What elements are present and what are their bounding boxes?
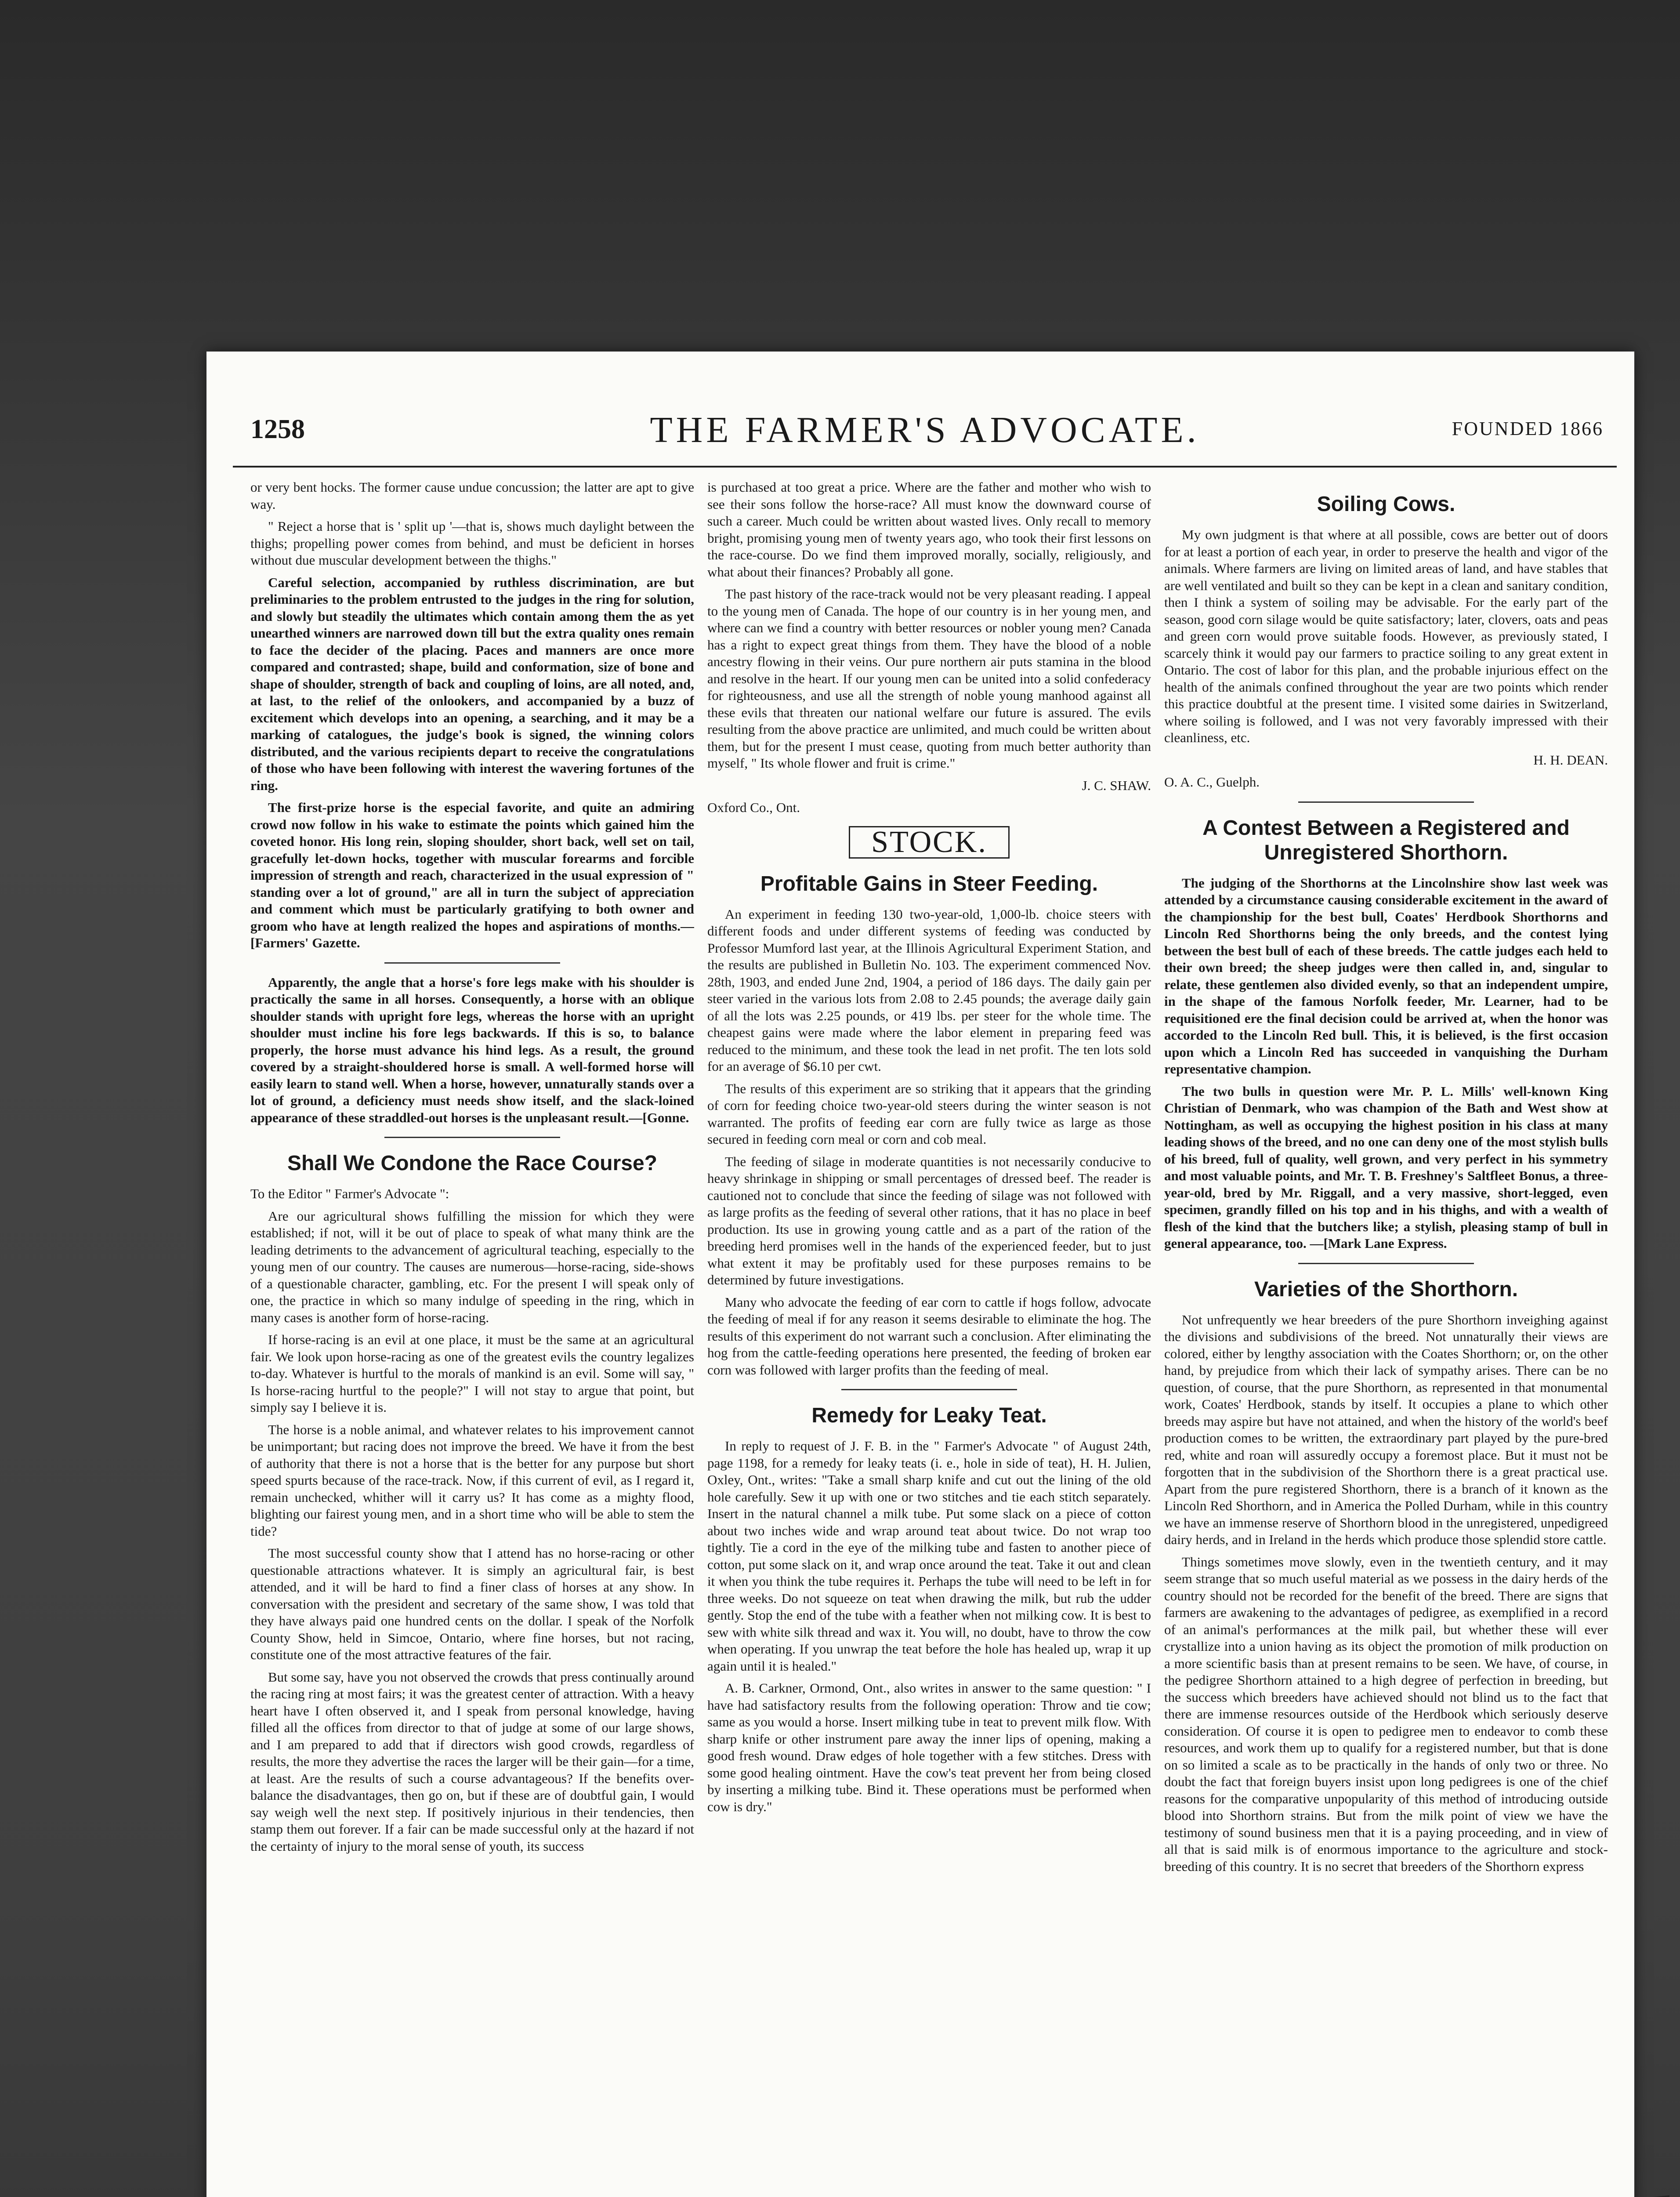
article-heading: A Contest Between a Registered and Unregistered Shorthorn. <box>1202 816 1570 864</box>
article-heading: Shall We Condone the Race Course? <box>287 1152 657 1175</box>
newspaper-title: THE FARMER'S ADVOCATE. <box>650 410 1200 450</box>
article-heading: Remedy for Leaky Teat. <box>811 1404 1047 1427</box>
paragraph: The feeding of silage in moderate quantities is not necessarily conducive to heavy shrinkage in shipping or small percentages of dressed beef. The reader is cautioned not to conclude that since the feeding of silage was not followed with as large profits as the feeding of several other rations, that it has no place in beef production. Its use in growing young cattle and as a part of the ration of the breeding herd promises well in the hands of the experienced feeder, but to just what extent it may be profitably used for these purposes remains to be determined by future investigations. <box>707 1153 1151 1287</box>
article-heading: Soiling Cows. <box>1317 493 1456 516</box>
column-2 <box>707 479 1151 2197</box>
masthead <box>233 404 1617 468</box>
divider <box>384 1137 560 1138</box>
paragraph: " Reject a horse that is ' split up '—that is, shows much daylight between the thighs; propelling power comes from behind, and must be deficient in horses without due muscular development between the thighs." <box>250 518 694 568</box>
signature: J. C. SHAW. <box>1082 777 1151 793</box>
paragraph: Are our agricultural shows fulfilling the mission for which they were established; if not, will it be out of place to speak of what many think are the leading detriments to the advancement of agricultural teaching, especially to the young men of our country. The causes are numerous—horse-racing, side-shows of a questionable character, gambling, etc. For the present I will speak only of one, the practice in which so many indulge of speeding in the ring, which in many cases is another form of horse-racing. <box>250 1208 694 1325</box>
paragraph: An experiment in feeding 130 two-year-old, 1,000-lb. choice steers with different foods and under different systems of feeding was conducted by Professor Mumford last year, at the Illinois Agricultural Experiment Station, and the results are published in Bulletin No. 103. The experiment commenced Nov. 28th, 1903, and ended June 2nd, 1904, a period of 186 days. The daily gain per steer varied in the various lots from 2.08 to 2.45 pounds; the average daily gain of all the lots was 2.25 pounds, or 419 lbs. per steer for the whole time. The cheapest gains were made where the labor element in preparing feed was reduced to the minimum, and these took the lead in net profit. The ten lots sold for an average of $6.10 per cwt. <box>707 906 1151 1074</box>
founded-line: FOUNDED 1866 <box>1452 418 1604 439</box>
place-line: O. A. C., Guelph. <box>1164 774 1260 790</box>
paragraph: The most successful county show that I attend has no horse-racing or other questionable attractions whatever. It is simply an agricultural fair, is best attended, and it will be hard to find a finer class of horses at any show. In conversation with the president and secretary of the same show, I was told that they have always paid one hundred cents on the dollar. I speak of the Norfolk County Show, held in Simcoe, Ontario, where fine horses, but not racing, constitute one of the most attractive features of the fair. <box>250 1545 694 1662</box>
paragraph: The two bulls in question were Mr. P. L. Mills' well-known King Christian of Denmark, who was champion of the Bath and West show at Nottingham, as well as occupying the highest position in his class at many leading shows of the breed, and no one can deny one of the most stylish bulls of his breed, full of quality, well grown, and very perfect in his symmetry and most valuable points, and Mr. T. B. Freshney's Saltfleet Bonus, a three-year-old, bred by Mr. Riggall, and a very massive, short-legged, even specimen, grandly filled on his top and in his thighs, and with a wealth of flesh of the kind that the butchers like; a stylish, pleasing stamp of bull in general appearance, too. —[Mark Lane Express. <box>1164 1083 1608 1251</box>
signature: H. H. DEAN. <box>1533 752 1608 768</box>
paragraph: Things sometimes move slowly, even in the twentieth century, and it may seem strange that so much useful material as we possess in the dairy herds of the country should not be recorded for the benefit of the breed. There are signs that farmers are awakening to the advantages of pedigree, as exemplified in a record of an animal's performances at the milk pail, but whether these will ever crystallize into a union having as its object the promotion of milk production on a more scientific basis than at present remains to be seen. We have, of course, in the pedigree Shorthorn attained to a high degree of perfection in breeding, but the success which breeders have achieved should not blind us to the fact that there are immense resources outside of the Herdbook which seriously deserve consideration. Of course it is open to pedigree men to endeavor to comb these resources, and work them up to qualify for a registered number, but that is done on so limited a scale as to be practically in the hands of only two or three. No doubt the fact that foreign buyers insist upon long pedigrees is one of the chief reasons for the comparative unpopularity of this method of introducing outside blood into Shorthorn strains. But from the milk point of view we have the testimony of sound business men that it is a paying proceeding, and in view of all that is said milk is of enormous importance to the agriculture and stock-breeding of this country. It is no secret that breeders of the Shorthorn express <box>1164 1554 1608 1874</box>
page-number: 1258 <box>250 414 305 444</box>
paragraph: The horse is a noble animal, and whatever relates to his improvement cannot be unimportant; but racing does not improve the breed. We have it from the best of authority that there is not a horse that is the better for any purpose but short speed spurts because of the race-track. Now, if this current of evil, as I regard it, remain unchecked, whither will it carry us? It has come as a mighty flood, blighting our fairest young men, and in a short time who will be able to stem the tide? <box>250 1421 694 1539</box>
page-content <box>233 404 1617 2197</box>
paragraph: Apparently, the angle that a horse's fore legs make with his shoulder is practically the same in all horses. Consequently, a horse with an oblique shoulder stands with upright fore legs, whereas the horse with an upright shoulder must incline his fore legs backwards. If this is so, to balance properly, the horse must advance his hind legs. As a result, the ground covered by a straight-shouldered horse is small. A well-formed horse will easily learn to stand well. When a horse, however, unnaturally stands over a lot of ground, a deficiency must needs show itself, and the slack-loined appearance of these straddled-out horses is the unpleasant result.—[Gonne. <box>250 974 694 1125</box>
divider <box>1298 801 1474 803</box>
paragraph: The past history of the race-track would not be very pleasant reading. I appeal to the young men of Canada. The hope of our country is in her young men, and where can we find a country with better resources or nobler young men? Canada has a right to expect great things from them. They have the blood of a noble ancestry flowing in their veins. Our pure northern air puts stamina in the blood and resolve in the heart. If our young men can be united into a solid confederacy for righteousness, and use all the strength of noble young manhood against all these evils that threaten our national welfare our future is assured. The evils resulting from the above practice are unlimited, and much could be written about them, but for the present I must cease, quoting from much better authority than myself, " Its whole flower and fruit is crime." <box>707 586 1151 771</box>
column-1 <box>250 479 694 2197</box>
paragraph: But some say, have you not observed the crowds that press continually around the racing ring at most fairs; it was the greatest center of attraction. With a heavy heart have I often observed it, and I speak from personal knowledge, having filled all the offices from director to that of judge at some of our large shows, and I am prepared to add that if directors wish good crowds, regardless of results, the more they advertise the races the larger will be their gain—for a time, at least. Are the results of such a course advantageous? If the benefits over-balance the disadvantages, then go on, but if these are of doubtful gain, I would say weigh well the next step. If positively injurious in their tendencies, then stamp them out forever. If a fair can be made successful only at the hazard if not the certainty of injury to the moral sense of youth, its success <box>250 1669 694 1854</box>
paragraph: A. B. Carkner, Ormond, Ont., also writes in answer to the same question: " I have had satisfactory results from the following operation: Throw and tie cow; same as you would a horse. Insert milking tube in teat to prevent milk flow. With sharp knife or other instrument pare away the inner lips of opening, making a good fresh wound. Draw edges of hole together with a few stitches. Dress with some good healing ointment. Have the cow's teat prevent her from being closed by inserting a milking tube. Bind it. These operations must be performed when cow is dry." <box>707 1680 1151 1814</box>
paragraph: Careful selection, accompanied by ruthless discrimination, are but preliminaries to the problem entrusted to the judges in the ring for solution, and slowly but steadily the ultimates which contain among them the as yet unearthed winners are narrowed down till but the extra quality ones remain to face the decider of the placing. Paces and manners are once more compared and contrasted; shape, build and conformation, size of bone and shape of shoulder, strength of back and coupling of loins, are all noted, and, at last, to the relief of the onlookers, and accompanied by a buzz of excitement which develops into an opening, a searching, and it may be a marking of catalogues, the judge's book is signed, the winning colors distributed, and the various recipients depart to receive the congratulations of those who have been following with interest the wavering fortunes of the ring. <box>250 574 694 793</box>
place-line: Oxford Co., Ont. <box>707 800 800 815</box>
divider <box>1298 1263 1474 1264</box>
paragraph: The results of this experiment are so striking that it appears that the grinding of corn for feeding choice two-year-old steers during the winter season is not warranted. The profits of feeding ear corn are fully twice as large as those secured in feeding corn meal or corn and cob meal. <box>707 1080 1151 1147</box>
divider <box>384 962 560 964</box>
paragraph: is purchased at too great a price. Where are the father and mother who wish to see their sons follow the horse-race? All must know the downward course of such a career. Much could be written about wasted lives. Only recall to memory bright, promising young men of twenty years ago, who took their first lessons on the race-course. Do we find them improved morally, socially, religiously, and what about their finances? Probably all gone. <box>707 479 1151 580</box>
article-heading: Varieties of the Shorthorn. <box>1254 1277 1518 1301</box>
paragraph: or very bent hocks. The former cause undue concussion; the latter are apt to give way. <box>250 479 694 512</box>
paragraph: Not unfrequently we hear breeders of the pure Shorthorn inveighing against the divisions and subdivisions of the breed. Not unnaturally their views are colored, either by lengthy association with the Coates Shorthorn; or, on the other hand, by prejudice from which their lack of sympathy arises. There can be no question, of course, that the pure Shorthorn, as represented in that monumental work, Coates' Herdbook, stands by itself. It occupies a plane to which other breeds may aspire but have not attained, and when the history of the world's beef production comes to be written, the extraordinary part played by the pure-bred red, white and roan will assuredly occupy a foremost place. But it must not be forgotten that in the subdivision of the Shorthorn there is a great practical use. Apart from the pure registered Shorthorn, there is a branch of it known as the Lincoln Red Shorthorn, and in America the Polled Durham, while in this country we have an immense reserve of Shorthorn blood in the unregistered, unpedigreed dairy herds, and in Ireland in the herds which produce those splendid store cattle. <box>1164 1312 1608 1547</box>
section-heading: STOCK. <box>849 826 1010 859</box>
salutation: To the Editor " Farmer's Advocate ": <box>250 1186 449 1201</box>
paragraph: If horse-racing is an evil at one place, it must be the same at an agricultural fair. We look upon horse-racing as one of the greatest evils the country legalizes to-day. Whatever is hurtful to the morals of mankind is an evil. Some will say, " Is horse-racing hurtful to the people?" I will not stay to argue that point, but simply say I believe it is. <box>250 1332 694 1415</box>
column-3 <box>1164 479 1608 2197</box>
paragraph: Many who advocate the feeding of ear corn to cattle if hogs follow, advocate the feeding of meal if for any reason it seems desirable to eliminate the hog. The results of this experiment do not warrant such a conclusion. After eliminating the hog from the cattle-feeding operations here presented, the feeding of broken ear corn was followed with larger profits than the feeding of meal. <box>707 1294 1151 1378</box>
paragraph: My own judgment is that where at all possible, cows are better out of doors for at least a portion of each year, in order to preserve the health and vigor of the animals. Where farmers are living on limited areas of land, and have stables that are well ventilated and built so they can be kept in a clean and sanitary condition, then I think a system of soiling may be advisable. For the early part of the season, good corn silage would be quite satisfactory; later, clovers, oats and peas and green corn would prove suitable foods. However, as previously stated, I scarcely think it would pay our farmers to practice soiling to any great extent in Ontario. The cost of labor for this plan, and the probable injurious effect on the health of the animals confined throughout the year are two points which render this practice doubtful at the present time. I visited some dairies in Switzerland, where soiling is followed, and I was not very favorably impressed with their cleanliness, etc. <box>1164 527 1608 745</box>
paragraph: The first-prize horse is the especial favorite, and quite an admiring crowd now follow in his wake to estimate the points which gained him the coveted honor. His long rein, sloping shoulder, short back, well set on tail, gracefully let-down hocks, together with muscular forearms and forcible impression of strength and reach, characterized in the usual expression of " standing over a lot of ground," are all in turn the subject of appreciation and comment which must be particularly gratifying to both owner and groom who have at length realized the hopes and aspirations of months.—[Farmers' Gazette. <box>250 800 694 950</box>
divider <box>841 1389 1017 1390</box>
paragraph: In reply to request of J. F. B. in the " Farmer's Advocate " of August 24th, page 1198, for a remedy for leaky teats (i. e., hole in side of teat), H. H. Julien, Oxley, Ont., writes: "Take a small sharp knife and cut out the lining of the old hole carefully. Sew it up with one or two stitches and tie each stitch separately. Insert in the natural channel a milk tube. Put some slack on a piece of cotton about two inches wide and wrap around teat about twice. Do not wrap too tightly. Tie a cord in the eye of the milking tube and fasten to another piece of cotton, put some slack on it, and wrap once around the teat. Take it out and clean it when you think the tube requires it. Perhaps the tube will need to be left in for three weeks. Do not squeeze on teat when drawing the milk, but rub the udder gently. Stop the end of the tube with a feather when not milking cow. It is best to sew with white silk thread and wax it. You will, no doubt, have to throw the cow when operating. If you unwrap the teat before the hole has healed up, wrap it up again until it is healed." <box>707 1438 1151 1674</box>
paragraph: The judging of the Shorthorns at the Lincolnshire show last week was attended by a circumstance causing considerable excitement in the award of the championship for the best bull, Coates' Herdbook Shorthorns and Lincoln Red Shorthorns being the only breeds, and the contest lying between the best bull of each of these breeds. The cattle judges each held to their own breed; the sheep judges were then called in, and, singular to relate, these gentlemen also divided evenly, so that an independent umpire, in the shape of the famous Norfolk feeder, Mr. Learner, had to be requisitioned ere the final decision could be arrived at, when the honor was accorded to the Lincoln Red bull. This, it is believed, is the first occasion upon which a Lincoln Red has succeeded in vanquishing the Durham representative champion. <box>1164 875 1608 1077</box>
article-heading: Profitable Gains in Steer Feeding. <box>760 872 1098 895</box>
